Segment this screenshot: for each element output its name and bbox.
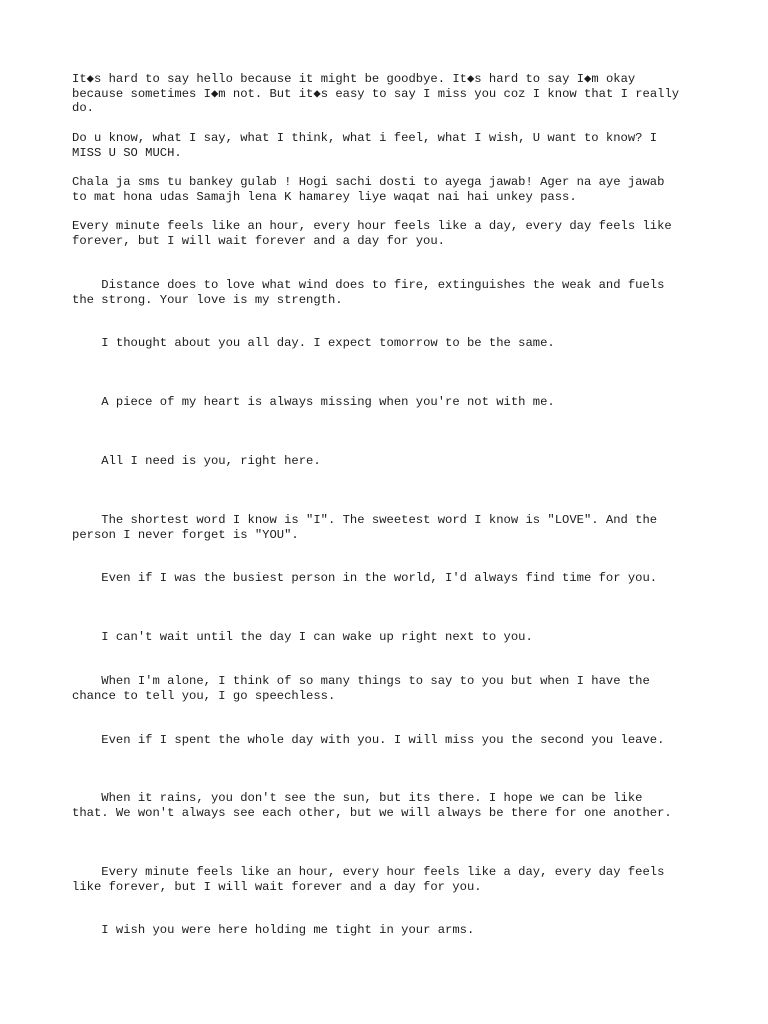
paragraph-2: Do u know, what I say, what I think, what i feel, what I wish, U want to know? I MISS U SO MUCH.	[72, 131, 658, 160]
paragraph-4: Every minute feels like an hour, every hour feels like a day, every day feels like forever, but I will wait forever and a day for you.	[72, 219, 672, 248]
paragraph-8: All I need is you, right here.	[72, 454, 321, 468]
paragraph-11: I can't wait until the day I can wake up right next to you.	[72, 630, 533, 644]
paragraph-3: Chala ja sms tu bankey gulab ! Hogi sachi dosti to ayega jawab! Ager na aye jawab to mat hona udas Samajh lena K hamarey liye waqat nai hai unkey pass.	[72, 175, 665, 204]
paragraph-9: The shortest word I know is "I". The sweetest word I know is "LOVE". And the person I never forget is "YOU".	[72, 513, 658, 542]
paragraph-5: Distance does to love what wind does to fire, extinguishes the weak and fuels the strong. Your love is my strength.	[72, 278, 665, 307]
paragraph-1: It◆s hard to say hello because it might be goodbye. It◆s hard to say I◆m okay because sometimes I◆m not. But it◆s easy to say I miss you coz I know that I really do.	[72, 72, 680, 116]
paragraph-10: Even if I was the busiest person in the world, I'd always find time for you.	[72, 571, 658, 585]
paragraph-13: Even if I spent the whole day with you. I will miss you the second you leave.	[72, 733, 665, 747]
paragraph-15: Every minute feels like an hour, every hour feels like a day, every day feels like forever, but I will wait forever and a day for you.	[72, 865, 665, 894]
paragraph-14: When it rains, you don't see the sun, but its there. I hope we can be like that. We won't always see each other, but we will always be there for one another.	[72, 791, 672, 820]
paragraph-16: I wish you were here holding me tight in your arms.	[72, 923, 475, 937]
paragraph-6: I thought about you all day. I expect tomorrow to be the same.	[72, 336, 555, 350]
paragraph-7: A piece of my heart is always missing when you're not with me.	[72, 395, 555, 409]
paragraph-12: When I'm alone, I think of so many things to say to you but when I have the chance to tell you, I go speechless.	[72, 674, 650, 703]
